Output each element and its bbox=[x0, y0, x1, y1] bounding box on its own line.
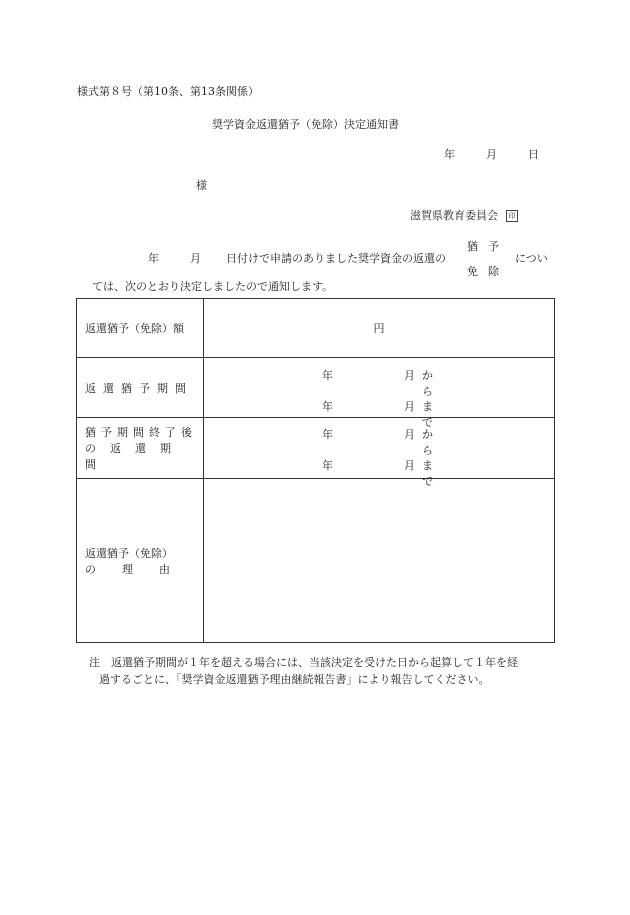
footnote bbox=[89, 654, 518, 688]
amount-label: 返還猶予（免除）額 bbox=[77, 299, 204, 358]
choice-exemption: 免除 bbox=[467, 265, 509, 278]
issuer bbox=[410, 207, 518, 223]
date-month: 月 bbox=[486, 148, 497, 161]
date-year: 年 bbox=[444, 148, 455, 161]
amount-value: 円 bbox=[204, 299, 555, 358]
decision-table bbox=[76, 298, 555, 643]
footnote-line-2: 過するごとに、「奨学資金返還猶予理由継続報告書」により報告してください。 bbox=[99, 673, 490, 686]
body-year: 年 bbox=[148, 252, 159, 265]
body-text-tail: につい bbox=[515, 252, 548, 265]
table-row bbox=[77, 299, 555, 358]
reason-label: 返還猶予（免除） の理由 bbox=[77, 479, 204, 643]
body-text-1: 日付けで申請のありました奨学資金の返還の bbox=[226, 252, 446, 265]
body-line-2: ては、次のとおり決定しましたので通知します。 bbox=[92, 280, 334, 293]
table-row bbox=[77, 358, 555, 418]
date-day: 日 bbox=[528, 148, 539, 161]
repayment-period-label: 猶予期間終了後 の返還期間 bbox=[77, 418, 204, 479]
body-line-1 bbox=[148, 250, 446, 266]
table-row bbox=[77, 418, 555, 479]
seal-mark: 印 bbox=[506, 210, 518, 222]
deferment-period-label: 返還猶予期間 bbox=[77, 358, 204, 418]
table-row bbox=[77, 479, 555, 643]
form-number: 様式第８号（第10条、第13条関係） bbox=[77, 85, 259, 98]
issuer-name: 滋賀県教育委員会 bbox=[410, 209, 498, 222]
deferment-period-value: 年 月 から 年 月 まで bbox=[204, 358, 555, 418]
document-title: 奨学資金返還猶予（免除）決定通知書 bbox=[212, 118, 399, 131]
reason-value bbox=[204, 479, 555, 643]
choice-deferment: 猶予 bbox=[467, 240, 509, 253]
footnote-line-1: 注 返還猶予期間が１年を超える場合には、当該決定を受けた日から起算して１年を経 bbox=[89, 656, 518, 669]
addressee: 様 bbox=[196, 179, 207, 192]
body-month: 月 bbox=[190, 252, 201, 265]
repayment-period-value: 年 月 から 年 月 まで bbox=[204, 418, 555, 479]
issue-date bbox=[444, 146, 539, 162]
